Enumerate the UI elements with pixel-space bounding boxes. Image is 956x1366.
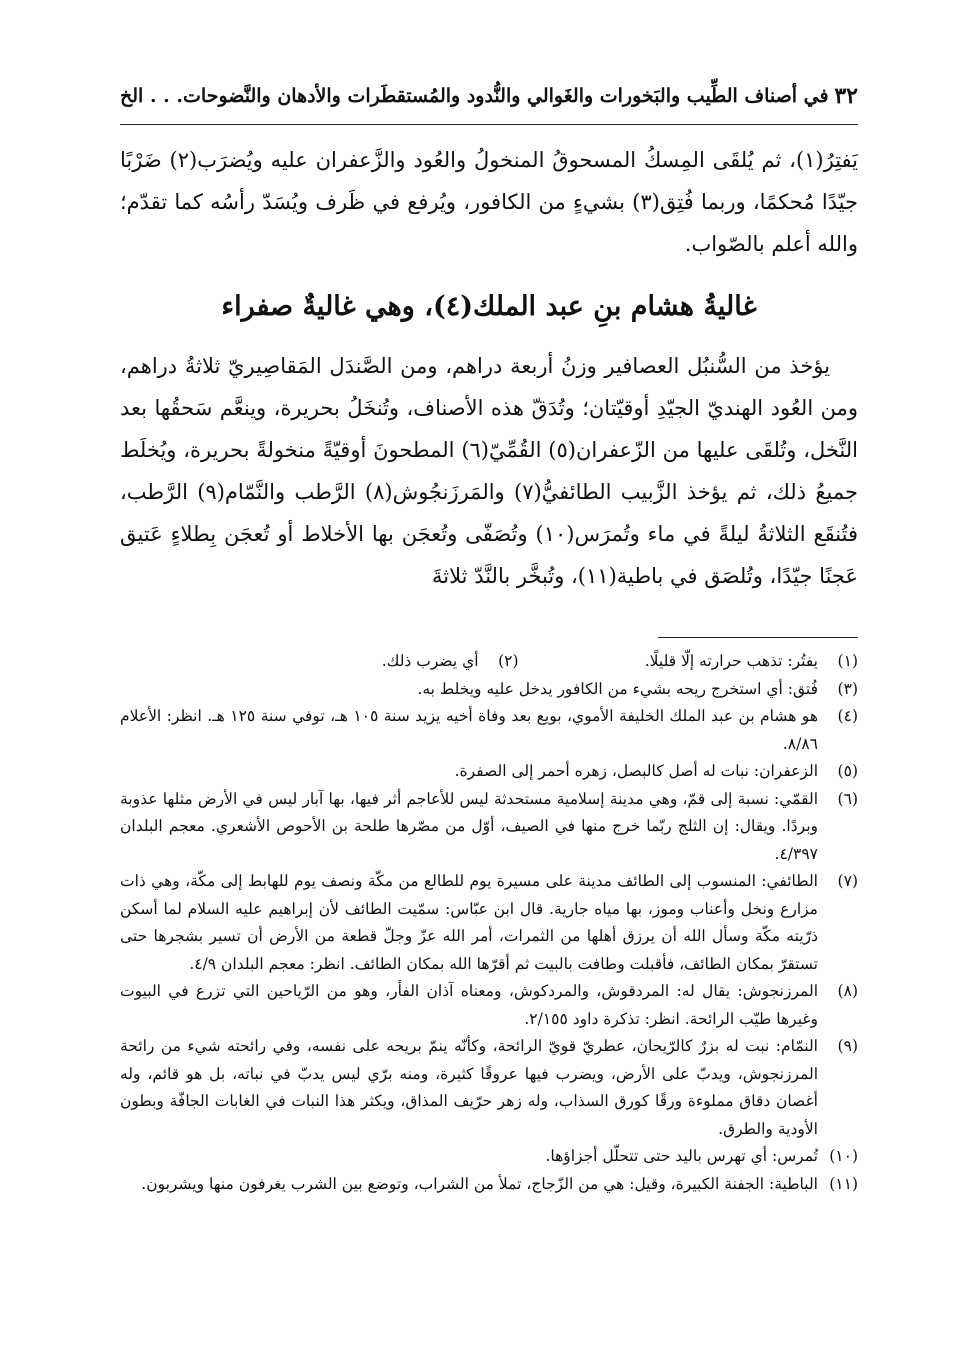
footnote-9 (120, 1033, 858, 1143)
footnote-number: (٢) (498, 652, 519, 670)
footnote-text: القمّي: نسبة إلى قمّ، وهي مدينة إسلامية مستحدثة ليس للأعاجم أثر فيها، بها آبار ليس في الأرض مثلها عذوبة وبردًا. ويقال: إن الثلج ربّما خرج منها في الصيف، أوّل من مصّرها طلحة بن الأحوص الأشعري. معجم البلدان ٤/٣٩٧. (120, 789, 818, 863)
footnote-10 (120, 1143, 858, 1171)
footnote-divider (658, 637, 858, 638)
footnote-number: (٣) (837, 679, 858, 698)
footnote-6 (120, 786, 858, 869)
footnote-number: (٥) (837, 762, 858, 780)
footnote-number: (١) (837, 652, 858, 670)
footnote-11 (120, 1171, 858, 1199)
footnote-5 (120, 758, 858, 786)
footnote-text: هو هشام بن عبد الملك الخليفة الأموي، بويع بعد وفاة أخيه يزيد سنة ١٠٥ هـ، توفي سنة ١٢٥ هـ. انظر: الأعلام ٨/٨٦. (120, 707, 818, 753)
main-text (120, 139, 858, 597)
footnote-8 (120, 978, 858, 1033)
footnote-number: (١٠) (829, 1147, 858, 1165)
paragraph-2: يؤخذ من السُّنبُل العصافير وزنُ أربعة دراهم، ومن الصَّندَل المَقاصِيريّ ثلاثةُ دراهم، ومن العُود الهنديّ الجيّدِ أوقيّتان؛ وتُدَقّ هذه الأصناف، وتُنخَلُ بحريرة، وينعَّم سَحقُها بعد النَّخل، وتُلقَى عليها من الزّعفران(٥) القُمِّيّ(٦) المطحونَ أوقيّةً منخولةً بحريرة، ويُخلَط جميعُ ذلك، ثم يؤخذ الزَّبيب الطائفيُّ(٧) والمَرزَنجُوش(٨) الرَّطب والنَّمّام(٩) الرَّطب، فتُنقَع الثلاثةُ ليلةً في ماء وتُمرَس(١٠) وتُصَفّى وتُعجَن بها الأخلاط أو تُعجَن بِطلاءٍ عَتيق عَجنًا جيّدًا، وتُلصَق في باطية(١١)، وتُبخَّر بالنَّدّ ثلاثةَ (120, 354, 859, 588)
footnote-1 (519, 648, 858, 676)
running-title: في أصناف الطِّيب والبَخورات والغَوالي والنُّدود والمُستقطَرات والأدهان والنَّضوحات. . . الخ (120, 85, 829, 107)
footnote-text: الطائفي: المنسوب إلى الطائف مدينة على مسيرة يوم للطالع من مكّة ونصف يوم للهابط إلى مكّة، وهي ذات مزارع ونخل وأعناب وموز، بها مياه جارية. قال ابن عبّاس: سمّيت الطائف لأن إبراهيم عليه السلام لما أسكن ذرّيته مكّة وسأل الله أن يرزق أهلها من الثمرات، أمر الله عزّ وجلّ قطعة من الأرض أن تسير بشجرها حتى تستقرّ بمكان الطائف، فأقبلت وطافت بالبيت ثم أقرّها الله بمكان الطائف. انظر: معجم البلدان ٤/٩. (120, 872, 818, 973)
footnote-2 (179, 648, 518, 676)
footnote-text: الزعفران: نبات له أصل كالبصل، زهره أحمر إلى الصفرة. (454, 762, 818, 780)
footnote-7 (120, 868, 858, 978)
footnote-number: (٤) (837, 707, 858, 725)
footnote-number: (٦) (837, 789, 858, 808)
footnote-row-1-2 (120, 648, 858, 676)
running-header (120, 0, 858, 125)
page-number: ٣٢ (834, 83, 858, 109)
footnote-text: فُتق: أي استخرج ريحه بشيء من الكافور يدخل عليه ويخلط به. (417, 679, 818, 698)
footnote-3 (120, 676, 858, 704)
footnotes (120, 648, 858, 1198)
footnote-text: النمّام: نبت له بزرٌ كالرّيحان، عطريّ قويّ الرائحة، وكأنّه ينمّ بريحه على نفسه، وفي رائحته شيء من رائحة المرزنجوش، ويدبّ على الأرض، ويضرب فيها عروقًا كثيرة، ومنه برّي ليس يدبّ في نباته، بل هو قائم، وله أغصان دقاق مملوءة ورقًا كورق السذاب، وله زهر حرّيف المذاق، ويكثر هذا النبات في الغابات الجافّة وبطون الأودية والطرق. (120, 1037, 819, 1138)
footnote-number: (١١) (829, 1174, 858, 1193)
footnote-4 (120, 703, 858, 758)
footnote-text: المرزنجوش: يقال له: المردقوش، والمردكوش، ومعناه آذان الفأر، وهو من الرّياحين التي تزرع في البيوت وغيرها طيّب الرائحة. انظر: تذكرة داود ٢/١٥٥. (120, 982, 818, 1028)
footnote-text: تُمرس: أي تهرس باليد حتى تتحلّل أجزاؤها. (545, 1147, 818, 1165)
footnote-text: يفتُر: تذهب حرارته إلّا قليلًا. (644, 652, 818, 670)
footnote-number: (٨) (837, 982, 858, 1000)
paragraph-1: يَفتِرُ(١)، ثم يُلقَى المِسكُ المسحوقُ المنخولُ والعُود والزَّعفران عليه ويُضرَب(٢) ضَرْبًا جيّدًا مُحكمًا، وربما فُتِق(٣) بشيءٍ من الكافور، ويُرفع في ظَرف ويُسَدّ رأسُه كما تقدّم؛ والله أعلم بالصّواب. (120, 148, 859, 256)
footnote-text: الباطية: الجفنة الكبيرة، وقيل: هي من الزّجاج، تملأ من الشراب، وتوضع بين الشرب يغرفون منها ويشربون. (141, 1174, 818, 1193)
footnote-number: (٧) (837, 872, 858, 890)
footnote-number: (٩) (837, 1037, 858, 1055)
footnote-divider-wrap (120, 597, 858, 648)
footnote-text: أي يضرب ذلك. (381, 652, 479, 670)
section-title: غاليةُ هشام بنِ عبد الملك(٤)، وهي غاليةٌ صفراء (221, 291, 757, 322)
